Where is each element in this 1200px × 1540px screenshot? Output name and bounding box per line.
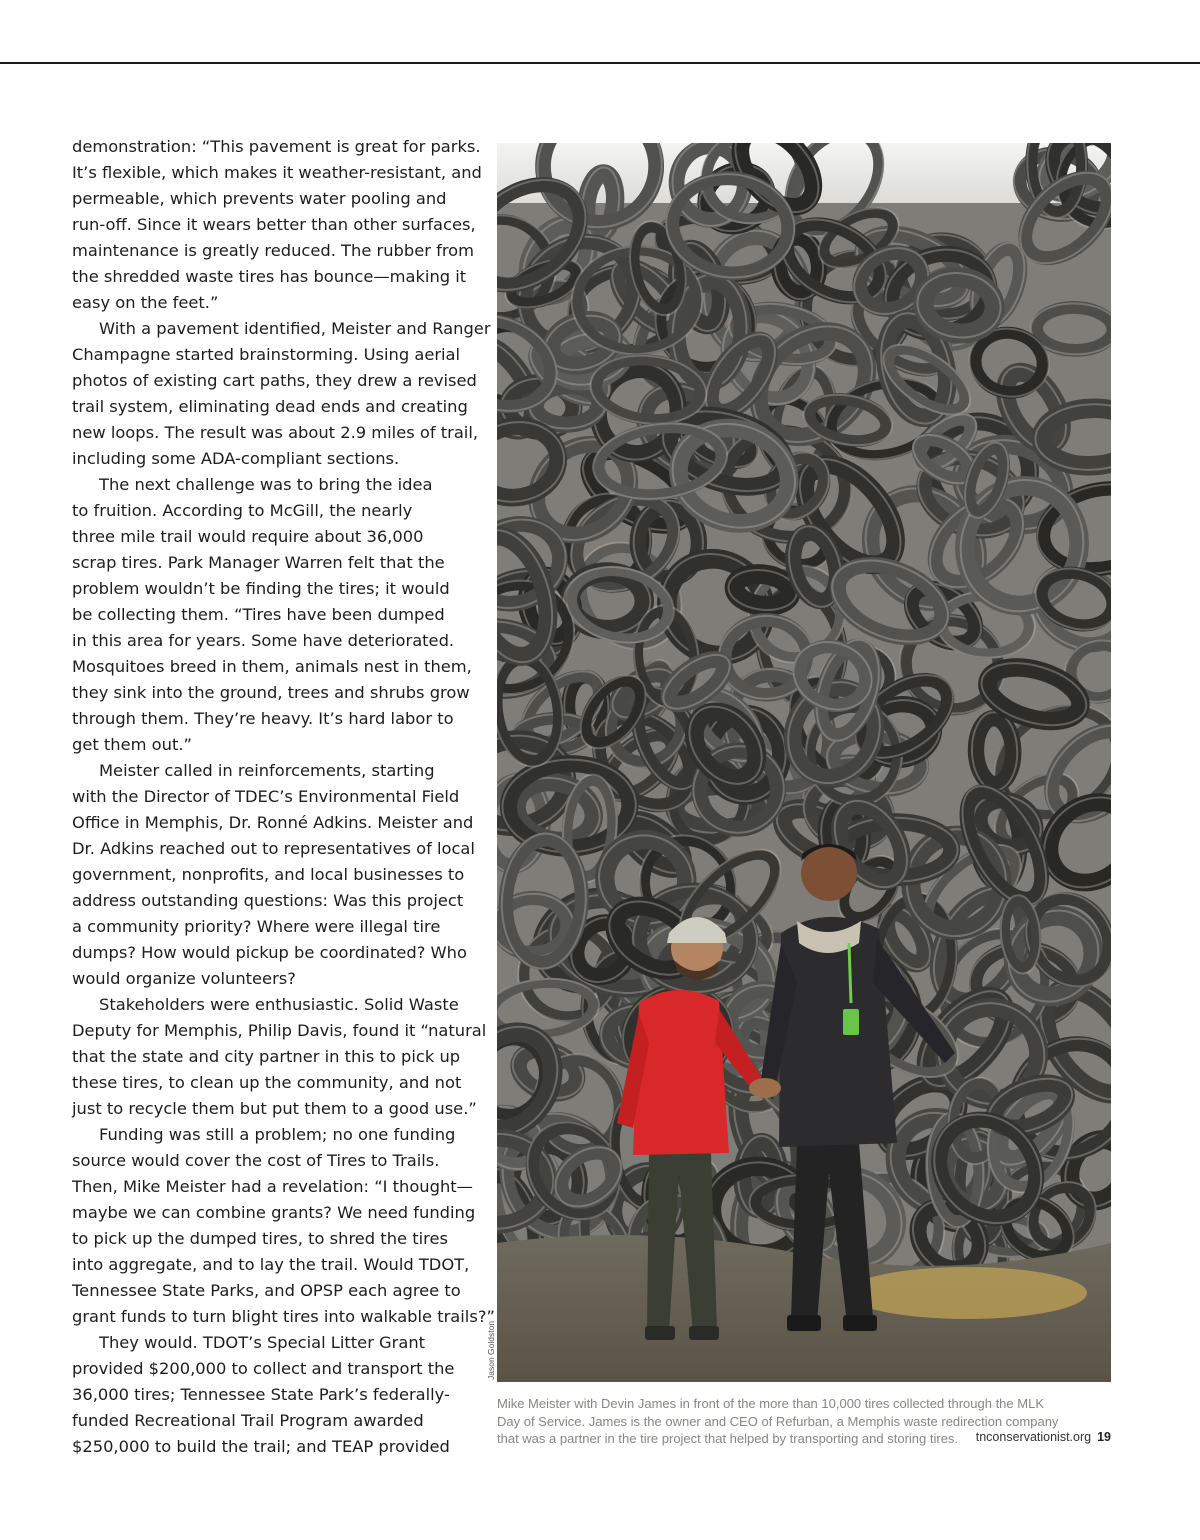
article-line: Deputy for Memphis, Philip Davis, found it “natural — [72, 1021, 487, 1040]
article-line: 36,000 tires; Tennessee State Park’s federally- — [72, 1385, 450, 1404]
caption-line: Mike Meister with Devin James in front of the more than 10,000 tires collected through the MLK — [497, 1396, 1044, 1411]
footer-site: tnconservationist.org — [975, 1430, 1092, 1444]
article-line: get them out.” — [72, 735, 192, 754]
article-line: Meister called in reinforcements, starting — [99, 761, 435, 780]
article-line: through them. They’re heavy. It’s hard labor to — [72, 709, 454, 728]
article-line: three mile trail would require about 36,000 — [72, 527, 424, 546]
mud-puddle — [847, 1267, 1087, 1319]
photo-credit: Jason Goldston — [486, 1320, 496, 1380]
article-line: provided $200,000 to collect and transport the — [72, 1359, 455, 1378]
article-line: $250,000 to build the trail; and TEAP provided — [72, 1437, 450, 1456]
article-line: trail system, eliminating dead ends and creating — [72, 397, 468, 416]
article-line: maybe we can combine grants? We need funding — [72, 1203, 476, 1222]
article-line: new loops. The result was about 2.9 miles of trail, — [72, 423, 479, 442]
article-line: these tires, to clean up the community, and not — [72, 1073, 462, 1092]
article-line: scrap tires. Park Manager Warren felt that the — [72, 553, 445, 572]
article-line: with the Director of TDEC’s Environmental Field — [72, 787, 460, 806]
article-line: in this area for years. Some have deteriorated. — [72, 631, 455, 650]
article-line: source would cover the cost of Tires to Trails. — [72, 1151, 440, 1170]
handshake — [749, 1078, 781, 1098]
article-line: to pick up the dumped tires, to shred the tires — [72, 1229, 448, 1248]
article-line: they sink into the ground, trees and shrubs grow — [72, 683, 470, 702]
article-line: be collecting them. “Tires have been dumped — [72, 605, 445, 624]
article-line: demonstration: “This pavement is great for parks. — [72, 137, 481, 156]
article-line: Funding was still a problem; no one funding — [99, 1125, 456, 1144]
article-line: It’s flexible, which makes it weather-resistant, and — [72, 163, 482, 182]
page-number: 19 — [1097, 1430, 1111, 1444]
article-line: Mosquitoes breed in them, animals nest in them, — [72, 657, 472, 676]
article-line: into aggregate, and to lay the trail. Would TDOT, — [72, 1255, 470, 1274]
article-line: With a pavement identified, Meister and Ranger — [99, 319, 491, 338]
header-rule — [0, 62, 1200, 64]
article-line: that the state and city partner in this to pick up — [72, 1047, 461, 1066]
article-line: government, nonprofits, and local businesses to — [72, 865, 465, 884]
article-line: They would. TDOT’s Special Litter Grant — [99, 1333, 426, 1352]
article-line: Dr. Adkins reached out to representatives of local — [72, 839, 475, 858]
article-line: would organize volunteers? — [72, 969, 296, 988]
tire-pile-photo — [497, 143, 1111, 1382]
page-footer — [976, 1430, 1111, 1444]
article-line: just to recycle them but put them to a good use.” — [72, 1099, 477, 1118]
article-line: photos of existing cart paths, they drew a revised — [72, 371, 477, 390]
article-line: to fruition. According to McGill, the nearly — [72, 501, 413, 520]
caption-line: that was a partner in the tire project that helped by transporting and storing tires. — [497, 1431, 959, 1446]
article-line: permeable, which prevents water pooling and — [72, 189, 447, 208]
article-line: grant funds to turn blight tires into walkable trails?” — [72, 1307, 495, 1326]
article-line: Then, Mike Meister had a revelation: “I thought— — [72, 1177, 473, 1196]
article-line: including some ADA-compliant sections. — [72, 449, 400, 468]
article-line: Tennessee State Parks, and OPSP each agree to — [72, 1281, 461, 1300]
article-line: the shredded waste tires has bounce—making it — [72, 267, 467, 286]
article-line: a community priority? Where were illegal tire — [72, 917, 441, 936]
article-line: funded Recreational Trail Program awarded — [72, 1411, 424, 1430]
article-line: The next challenge was to bring the idea — [99, 475, 433, 494]
article-line: Champagne started brainstorming. Using aerial — [72, 345, 461, 364]
article-line: easy on the feet.” — [72, 293, 219, 312]
article-line: dumps? How would pickup be coordinated? Who — [72, 943, 467, 962]
article-line: maintenance is greatly reduced. The rubber from — [72, 241, 474, 260]
article-line: problem wouldn’t be finding the tires; it would — [72, 579, 450, 598]
caption-line: Day of Service. James is the owner and CEO of Refurban, a Memphis waste redirection company — [497, 1413, 1059, 1429]
article-line: address outstanding questions: Was this project — [72, 891, 464, 910]
article-line: Stakeholders were enthusiastic. Solid Waste — [99, 995, 459, 1014]
article-line: Office in Memphis, Dr. Ronné Adkins. Meister and — [72, 813, 474, 832]
article-line: run-off. Since it wears better than other surfaces, — [72, 215, 476, 234]
